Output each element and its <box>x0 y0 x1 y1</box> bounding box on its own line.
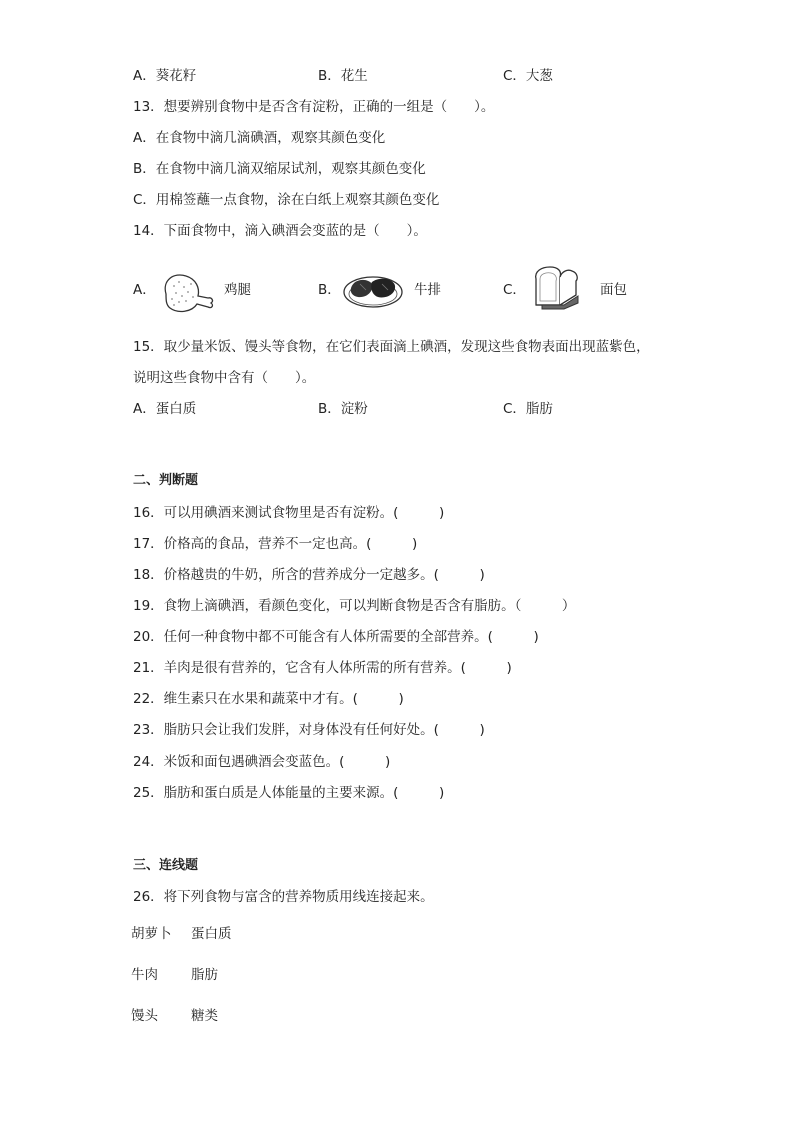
matching-food-item: 胡萝卜 <box>131 926 172 942</box>
judgment-item: 19．食物上滴碘酒，看颜色变化，可以判断食物是否含有脂肪。（ ） <box>133 598 576 614</box>
matching-nutrient-item: 蛋白质 <box>191 926 232 942</box>
q14-option-b-label: 牛排 <box>414 282 441 298</box>
judgment-item: 25．脂肪和蛋白质是人体能量的主要来源。( ) <box>133 785 445 801</box>
q13-option-c: C．用棉签蘸一点食物，涂在白纸上观察其颜色变化 <box>133 192 440 208</box>
q15-option-c: C．脂肪 <box>503 401 553 417</box>
q12-option-c: C．大葱 <box>503 68 553 84</box>
matching-nutrient-item: 糖类 <box>191 1008 218 1024</box>
q15-option-a: A．蛋白质 <box>133 401 197 417</box>
steak-icon <box>342 270 404 310</box>
section-title-judgment: 二、判断题 <box>133 473 199 488</box>
matching-food-item: 馒头 <box>131 1008 158 1024</box>
section-title-matching: 三、连线题 <box>133 858 199 873</box>
q13-option-b: B．在食物中滴几滴双缩尿试剂，观察其颜色变化 <box>133 161 426 177</box>
judgment-item: 22．维生素只在水果和蔬菜中才有。( ) <box>133 691 404 707</box>
q12-option-a: A．葵花籽 <box>133 68 197 84</box>
q14-option-a-letter: A． <box>133 282 156 298</box>
q13-stem: 13．想要辨别食物中是否含有淀粉，正确的一组是（ ）。 <box>133 99 495 115</box>
q15-stem-line1: 15．取少量米饭、馒头等食物，在它们表面滴上碘酒，发现这些食物表面出现蓝紫色， <box>133 339 650 355</box>
q15-option-b: B．淀粉 <box>318 401 368 417</box>
judgment-item: 17．价格高的食品，营养不一定也高。( ) <box>133 536 418 552</box>
judgment-item: 21．羊肉是很有营养的，它含有人体所需的所有营养。( ) <box>133 660 512 676</box>
judgment-item: 20．任何一种食物中都不可能含有人体所需要的全部营养。( ) <box>133 629 539 645</box>
q14-option-c-letter: C． <box>503 282 526 298</box>
q14-stem: 14．下面食物中，滴入碘酒会变蓝的是（ ）。 <box>133 223 427 239</box>
q14-option-a-label: 鸡腿 <box>224 282 251 298</box>
matching-nutrient-item: 脂肪 <box>191 967 218 983</box>
judgment-item: 23．脂肪只会让我们发胖，对身体没有任何好处。( ) <box>133 722 485 738</box>
q15-stem-line2: 说明这些食物中含有（ ）。 <box>133 370 316 386</box>
q14-option-b-letter: B． <box>318 282 341 298</box>
judgment-item: 18．价格越贵的牛奶，所含的营养成分一定越多。( ) <box>133 567 485 583</box>
q12-option-b: B．花生 <box>318 68 368 84</box>
q13-option-a: A．在食物中滴几滴碘酒，观察其颜色变化 <box>133 130 386 146</box>
bread-icon <box>530 265 582 311</box>
q26-stem: 26．将下列食物与富含的营养物质用线连接起来。 <box>133 889 434 905</box>
judgment-item: 16．可以用碘酒来测试食物里是否有淀粉。( ) <box>133 505 445 521</box>
matching-food-item: 牛肉 <box>131 967 158 983</box>
q14-option-c-label: 面包 <box>600 282 627 298</box>
drumstick-icon <box>160 270 216 314</box>
judgment-item: 24．米饭和面包遇碘酒会变蓝色。( ) <box>133 754 391 770</box>
